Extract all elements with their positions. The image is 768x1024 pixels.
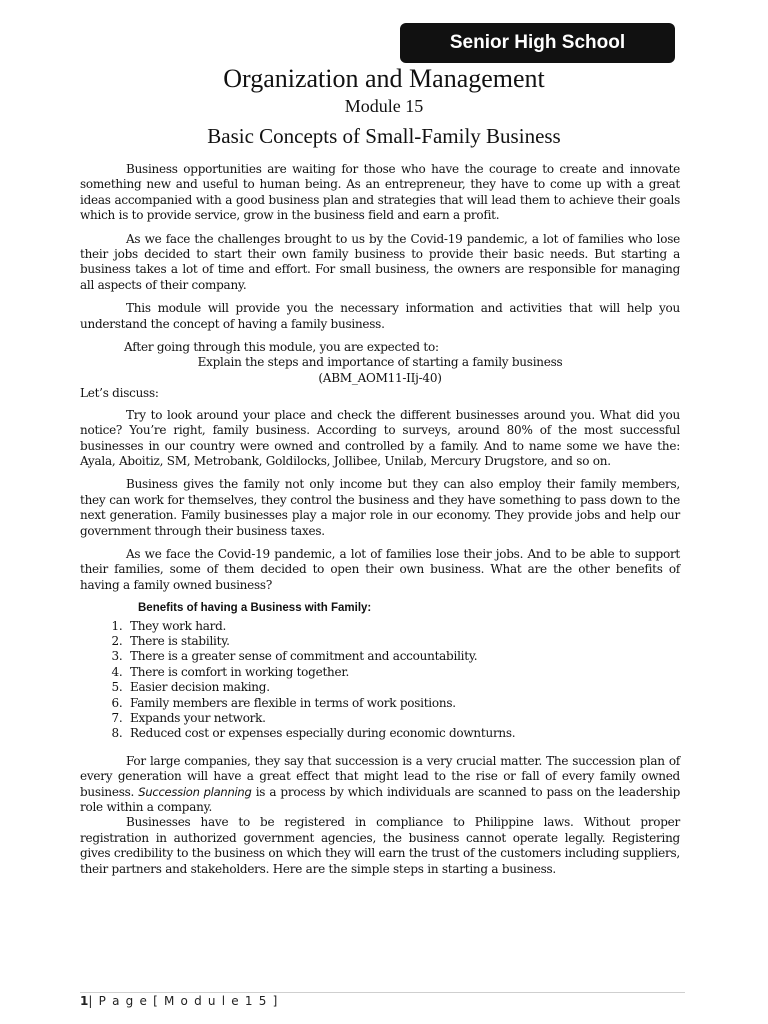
paragraph-7-end: is a process by which individuals are scanned to pass on the leadership role within a company. <box>80 784 681 815</box>
paragraph-7-start: For large companies, they say that succession is a very crucial matter. The succession plan of every generation will have a great effect that might lead to the rise or fall of every family owned business. <box>80 753 680 799</box>
list-item: 1. They work hard. <box>126 619 680 634</box>
page-footer <box>80 994 278 1008</box>
paragraph-7 <box>80 754 680 816</box>
document-body <box>80 162 680 885</box>
senior-high-school-badge: Senior High School <box>400 23 675 63</box>
learning-objective: Explain the steps and importance of starting a family business <box>197 355 563 370</box>
footer-divider <box>80 992 685 993</box>
lesson-title: Basic Concepts of Small-Family Business <box>207 124 561 148</box>
paragraph-2: As we face the challenges brought to us by the Covid-19 pandemic, a lot of families who lose their jobs decided to start their own family business to provide their basic needs. But starting a business takes a lot of time and effort. For small business, the owners are responsible for managing all aspects of their company. <box>80 231 680 292</box>
paragraph-4: Try to look around your place and check the different businesses around you. What did you notice? You’re right, family business. According to surveys, around 80% of the most successful businesses in our country were owned and controlled by a family. And to name some we have the: Ayala, Aboitiz, SM, Metrobank, Goldilocks, Jollibee, Unilab, Mercury Drugstore, and so on. <box>80 407 680 468</box>
list-item: 3. There is a greater sense of commitment and accountability. <box>126 649 680 664</box>
expectation-line: After going through this module, you are expected to: <box>124 340 439 355</box>
benefits-list <box>80 619 680 742</box>
list-item: 2. There is stability. <box>126 634 680 649</box>
paragraph-8: Businesses have to be registered in compliance to Philippine laws. Without proper registration in authorized government agencies, the business cannot operate legally. Registering gives credibility to the business on which they will earn the trust of the customers including suppliers, their partners and stakeholders. Here are the simple steps in starting a business. <box>80 815 680 876</box>
list-item: 5. Easier decision making. <box>126 680 680 695</box>
page-number: 1 <box>80 994 89 1008</box>
list-item: 8. Reduced cost or expenses especially during economic downturns. <box>126 726 680 741</box>
paragraph-3: This module will provide you the necessary information and activities that will help you understand the concept of having a family business. <box>80 301 680 331</box>
list-item: 7. Expands your network. <box>126 711 680 726</box>
footer-label: | P a g e [ M o d u l e 1 5 ] <box>88 994 279 1008</box>
paragraph-1: Business opportunities are waiting for those who have the courage to create and innovate something new and useful to human being. As an entrepreneur, they have to come up with a great ideas accompanied with a good business plan and strategies that will lead them to achieve their goals which is to provide service, grow in the business field and earn a profit. <box>80 162 680 223</box>
list-item: 6. Family members are flexible in terms of work positions. <box>126 696 680 711</box>
module-label: Module 15 <box>344 96 424 116</box>
benefits-heading: Benefits of having a Business with Family: <box>138 602 372 615</box>
list-item: 4. There is comfort in working together. <box>126 665 680 680</box>
discuss-heading: Let’s discuss: <box>80 386 159 401</box>
paragraph-5: Business gives the family not only income but they can also employ their family members, they can work for themselves, they control the business and they have something to pass down to the next generation. Family businesses play a major role in our economy. They provide jobs and help our government through their business taxes. <box>80 477 680 538</box>
succession-planning-term: Succession planning <box>138 784 252 799</box>
paragraph-6: As we face the Covid-19 pandemic, a lot of families lose their jobs. And to be able to support their families, some of them decided to open their own business. What are the other benefits of having a family owned business? <box>80 546 680 592</box>
competency-code: (ABM_AOM11-IIj-40) <box>318 370 442 385</box>
document-title: Organization and Management <box>223 64 545 93</box>
